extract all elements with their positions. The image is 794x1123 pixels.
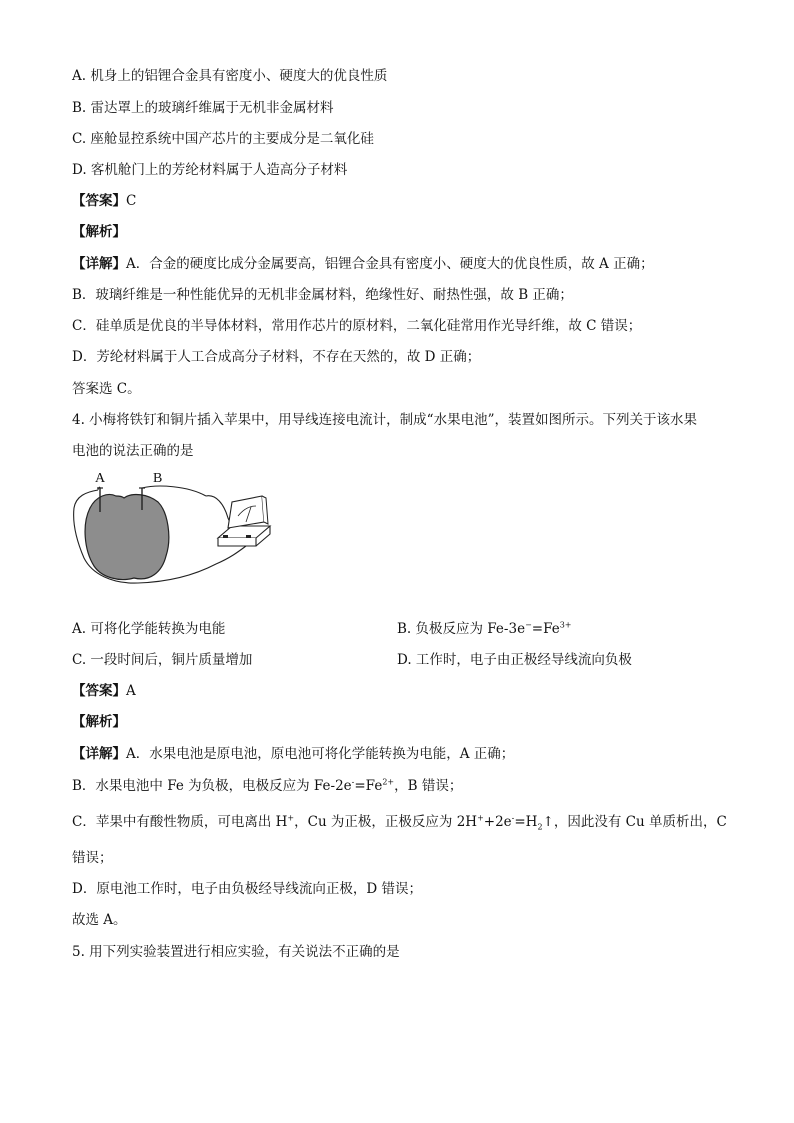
q4-option-a: A. 可将化学能转换为电能: [72, 621, 226, 637]
q4-detail-d: D．原电池工作时，电子由负极经导线流向正极，D 错误；: [72, 881, 422, 897]
answer-tag: 【答案】: [72, 193, 126, 209]
apple-shape: [85, 495, 169, 580]
q5-stem: 5. 用下列实验装置进行相应实验，有关说法不正确的是: [72, 944, 400, 960]
q4-detail-b: B．水果电池中 Fe 为负极，电极反应为 $Fe-2e^-=Fe^{2+}$，B 错误；: [72, 777, 463, 794]
q4-stem-line1: 4. 小梅将铁钉和铜片插入苹果中，用导线连接电流计，制成“水果电池”，装置如图所示。下列关于该水果: [72, 412, 697, 428]
galvanometer: [218, 496, 270, 546]
q4-option-c: C. 一段时间后，铜片质量增加: [72, 652, 253, 668]
answer-value: C: [126, 193, 137, 209]
detail-tag: 【详解】: [72, 746, 126, 762]
q4-option-b: B. 负极反应为 $Fe-3e^-=Fe^{3+}$: [397, 620, 572, 637]
q3-answer: [72, 192, 136, 210]
answer-tag: 【答案】: [72, 683, 126, 699]
q3-option-a: A. 机身上的铝锂合金具有密度小、硬度大的优良性质: [72, 68, 388, 84]
q3-option-b: B. 雷达罩上的玻璃纤维属于无机非金属材料: [72, 100, 334, 116]
detail-tag: 【详解】: [72, 256, 126, 272]
q3-detail-a: 【详解】A．合金的硬度比成分金属要高，铝锂合金具有密度小、硬度大的优良性质，故 A 正确；: [72, 256, 654, 272]
q4-analysis-tag: 【解析】: [72, 714, 126, 730]
fruit-battery-figure: [68, 466, 278, 594]
q4-detail-a: 【详解】A．水果电池是原电池，原电池可将化学能转换为电能，A 正确；: [72, 746, 515, 762]
q4-conclusion: 故选 A。: [72, 912, 127, 928]
q3-detail-d: D．芳纶材料属于人工合成高分子材料，不存在天然的，故 D 正确；: [72, 349, 481, 365]
q4-detail-c-cont: 错误；: [72, 850, 113, 866]
q3-detail-c: C．硅单质是优良的半导体材料，常用作芯片的原材料，二氧化硅常用作光导纤维，故 C 错误；: [72, 318, 642, 334]
q3-detail-b: B．玻璃纤维是一种性能优异的无机非金属材料，绝缘性好、耐热性强，故 B 正确；: [72, 287, 573, 303]
label-b: B: [153, 471, 163, 486]
q3-option-d: D. 客机舱门上的芳纶材料属于人造高分子材料: [72, 162, 348, 178]
q3-option-c: C. 座舱显控系统中国产芯片的主要成分是二氧化硅: [72, 131, 374, 147]
q4-option-d: D. 工作时，电子由正极经导线流向负极: [397, 652, 632, 668]
q3-conclusion: 答案选 C。: [72, 381, 141, 397]
q4-answer: [72, 682, 136, 700]
answer-value: A: [126, 683, 136, 699]
q4-detail-c: C．苹果中有酸性物质，可电离出 H+，Cu 为正极，正极反应为 $2H^++2e^-=H_2↑$，因此没有 Cu 单质析出，C: [72, 813, 727, 832]
label-a: A: [95, 471, 106, 486]
q4-stem-line2: 电池的说法正确的是: [72, 443, 194, 459]
q3-analysis-tag: 【解析】: [72, 224, 126, 240]
